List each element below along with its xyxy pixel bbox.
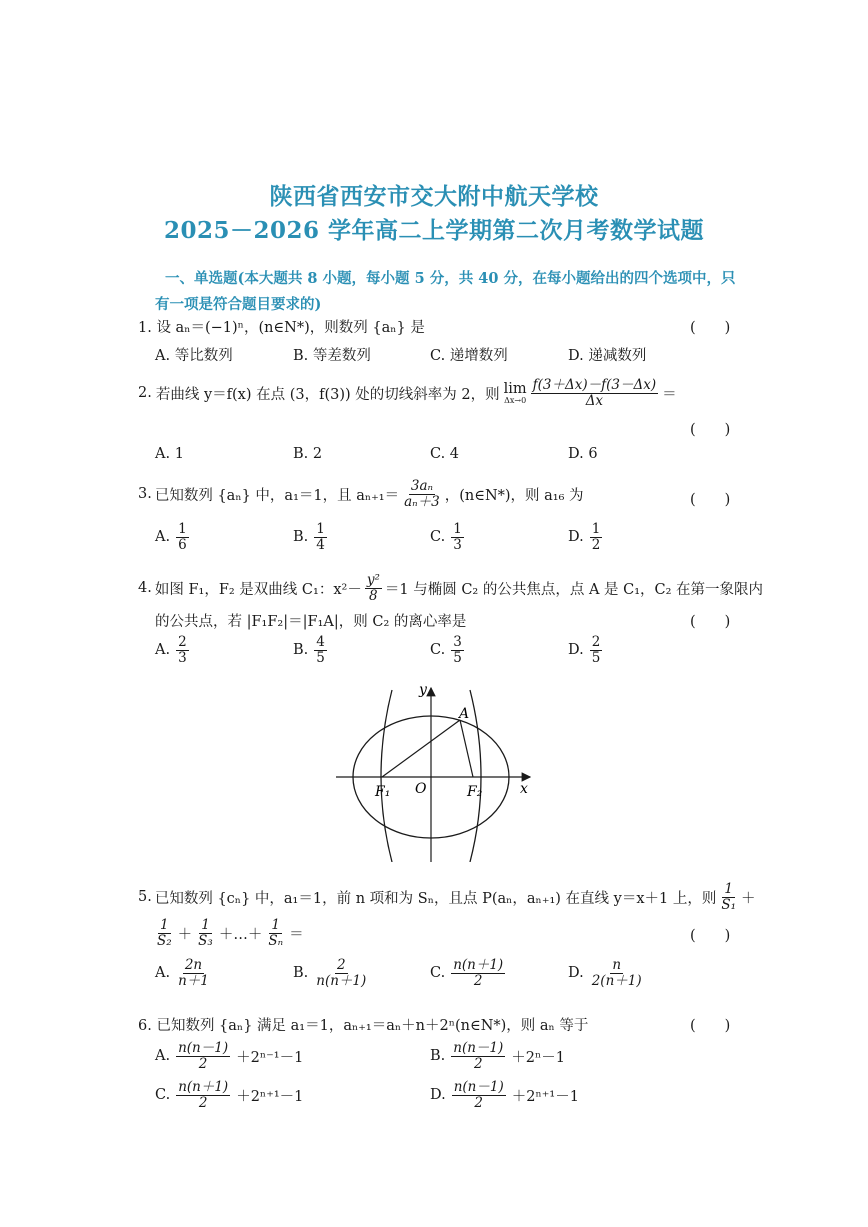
option-label: A. bbox=[155, 965, 171, 982]
option-a: A. 等比数列 bbox=[155, 348, 233, 364]
option-d: D. 递减数列 bbox=[568, 348, 647, 364]
limit bbox=[504, 382, 527, 405]
fraction-denominator: 2 bbox=[474, 1094, 484, 1111]
question-text: 若曲线 y＝f(x) 在点 (3，f(3)) 处的切线斜率为 2，则 bbox=[155, 386, 500, 403]
fraction-numerator: n(n＋1) bbox=[178, 1079, 229, 1095]
fraction-denominator: 4 bbox=[316, 536, 325, 553]
point-a-label: A bbox=[459, 706, 470, 722]
option-a: A. 1 bbox=[155, 446, 184, 462]
fraction-numerator: 2n bbox=[184, 957, 203, 973]
fraction-denominator: n＋1 bbox=[178, 972, 209, 989]
option-d bbox=[568, 635, 602, 666]
fraction-1-s1 bbox=[719, 882, 738, 913]
fraction-numerator: y² bbox=[366, 572, 380, 588]
equals-sign: ＝ bbox=[289, 926, 304, 943]
option-fraction bbox=[451, 1041, 505, 1072]
focus-f1-label: F₁ bbox=[375, 784, 391, 800]
fraction-numerator: n bbox=[612, 957, 622, 973]
fraction-1-s2 bbox=[155, 918, 174, 949]
answer-blank: ( ) bbox=[690, 928, 731, 944]
option-d bbox=[568, 522, 602, 553]
option-c bbox=[155, 1080, 303, 1111]
fraction-numerator: 1 bbox=[271, 917, 280, 933]
option-d bbox=[430, 1080, 579, 1111]
answer-blank: ( ) bbox=[690, 1018, 731, 1034]
option-a bbox=[155, 635, 189, 666]
limit-fraction bbox=[531, 378, 658, 409]
segment-f2-a bbox=[460, 720, 473, 777]
fraction-numerator: n(n－1) bbox=[453, 1079, 504, 1095]
y-axis-label: y bbox=[419, 682, 427, 698]
question-text: 设 aₙ＝(−1)ⁿ，(n∈N*)，则数列 {aₙ} 是 bbox=[156, 320, 425, 336]
question-text: 已知数列 {cₙ} 中，a₁＝1，前 n 项和为 Sₙ，且点 P(aₙ，aₙ₊₁) 在直线 y＝x＋1 上，则 bbox=[154, 890, 717, 907]
fraction-denominator: 3 bbox=[178, 649, 187, 666]
fraction-denominator: Δx bbox=[585, 392, 604, 409]
fraction-denominator: 2 bbox=[473, 1055, 483, 1072]
limit-subscript: Δx→0 bbox=[504, 395, 527, 405]
equals-sign: ＝ bbox=[662, 386, 677, 403]
option-fraction bbox=[176, 1080, 230, 1111]
option-b: B. 2 bbox=[293, 446, 323, 462]
fraction-numerator: 2 bbox=[178, 634, 187, 650]
option-label: B. bbox=[430, 1048, 446, 1065]
fraction-numerator: 1 bbox=[160, 917, 169, 933]
option-label: C. bbox=[430, 529, 446, 546]
question-text: 已知数列 {aₙ} 中，a₁＝1，且 aₙ₊₁＝ bbox=[154, 487, 400, 504]
option-b bbox=[293, 958, 368, 989]
option-label: D. bbox=[568, 529, 584, 546]
fraction-1-s3 bbox=[196, 918, 215, 949]
fraction-numerator: 2 bbox=[591, 634, 601, 650]
option-c bbox=[430, 635, 464, 666]
option-label: A. bbox=[155, 1048, 171, 1065]
fraction-numerator: f(3＋Δx)－f(3－Δx) bbox=[532, 377, 657, 393]
limit-label: lim bbox=[503, 381, 527, 398]
option-label: D. bbox=[568, 965, 584, 982]
fraction-denominator: Sₙ bbox=[268, 932, 284, 949]
question-2 bbox=[138, 378, 677, 409]
option-c: C. 4 bbox=[430, 446, 460, 462]
option-fraction bbox=[176, 635, 189, 666]
option-fraction bbox=[451, 958, 505, 989]
option-tail: ＋2ⁿ⁻¹－1 bbox=[236, 1049, 304, 1066]
option-d: D. 6 bbox=[568, 446, 598, 462]
fraction-denominator: 2 bbox=[591, 536, 601, 553]
question-number: 5. bbox=[138, 889, 152, 906]
fraction-numerator: 1 bbox=[724, 881, 733, 897]
option-fraction bbox=[176, 1041, 230, 1072]
option-a bbox=[155, 958, 211, 989]
answer-blank: ( ) bbox=[690, 422, 731, 438]
option-fraction bbox=[314, 958, 368, 989]
fraction-numerator: 1 bbox=[201, 917, 210, 933]
fraction-denominator: aₙ＋3 bbox=[404, 493, 440, 510]
ellipse-hyperbola-figure bbox=[330, 680, 540, 862]
fraction-numerator: 1 bbox=[453, 521, 462, 537]
question-5 bbox=[138, 882, 756, 913]
option-label: D. bbox=[568, 642, 584, 659]
segment-f1-a bbox=[382, 720, 460, 777]
question-text-tail: ＝1 与椭圆 C₂ 的公共焦点，点 A 是 C₁，C₂ 在第一象限内 bbox=[384, 581, 764, 598]
option-b bbox=[293, 635, 327, 666]
question-1 bbox=[138, 316, 425, 337]
recurrence-fraction bbox=[402, 479, 442, 510]
option-fraction bbox=[451, 635, 464, 666]
option-tail: ＋2ⁿ⁺¹－1 bbox=[236, 1088, 304, 1105]
question-number: 4. bbox=[138, 580, 152, 597]
question-text: 已知数列 {aₙ} 满足 a₁＝1，aₙ₊₁＝aₙ＋n＋2ⁿ(n∈N*)，则 aₙ 等于 bbox=[156, 1018, 589, 1034]
fraction-numerator: 1 bbox=[178, 521, 187, 537]
plus-sign: ＋ bbox=[177, 926, 193, 943]
section-heading: 一、单选题(本大题共 8 小题，每小题 5 分，共 40 分，在每小题给出的四个选项中，只有一项是符合题目要求的) bbox=[155, 270, 736, 313]
fraction-numerator: n(n－1) bbox=[453, 1040, 504, 1056]
fraction-numerator: 2 bbox=[336, 957, 346, 973]
option-fraction bbox=[590, 635, 603, 666]
option-a bbox=[155, 1041, 303, 1072]
hyperbola-fraction bbox=[365, 573, 382, 604]
option-d bbox=[568, 958, 644, 989]
option-label: C. bbox=[430, 642, 446, 659]
option-a bbox=[155, 522, 189, 553]
question-number: 3. bbox=[138, 486, 152, 503]
fraction-denominator: 2 bbox=[473, 972, 483, 989]
question-3 bbox=[138, 479, 584, 510]
option-fraction bbox=[176, 958, 211, 989]
answer-blank: ( ) bbox=[690, 320, 731, 336]
fraction-numerator: 1 bbox=[591, 521, 601, 537]
fraction-denominator: 3 bbox=[453, 536, 462, 553]
fraction-numerator: 3 bbox=[453, 634, 462, 650]
option-c bbox=[430, 522, 464, 553]
option-fraction bbox=[452, 1080, 506, 1111]
option-fraction bbox=[590, 522, 603, 553]
fraction-denominator: n(n＋1) bbox=[316, 972, 367, 989]
option-fraction bbox=[314, 635, 327, 666]
fraction-numerator: 3aₙ bbox=[410, 478, 433, 494]
fraction-denominator: 5 bbox=[453, 649, 462, 666]
answer-blank: ( ) bbox=[690, 614, 731, 630]
fraction-denominator: 6 bbox=[178, 536, 187, 553]
question-6 bbox=[138, 1014, 588, 1035]
question-number: 2. bbox=[138, 385, 152, 402]
option-label: D. bbox=[430, 1087, 446, 1104]
question-4-continued: 的公共点，若 |F₁F₂|＝|F₁A|，则 C₂ 的离心率是 bbox=[155, 614, 467, 630]
option-tail: ＋2ⁿ⁺¹－1 bbox=[511, 1088, 579, 1105]
option-fraction bbox=[314, 522, 327, 553]
question-4 bbox=[138, 573, 763, 604]
option-fraction bbox=[451, 522, 464, 553]
x-axis-label: x bbox=[520, 781, 528, 797]
fraction-numerator: n(n－1) bbox=[178, 1040, 229, 1056]
option-label: A. bbox=[155, 529, 171, 546]
option-fraction bbox=[176, 522, 189, 553]
option-b bbox=[430, 1041, 565, 1072]
question-number: 1. bbox=[138, 320, 152, 336]
option-label: B. bbox=[293, 965, 309, 982]
option-c: C. 递增数列 bbox=[430, 348, 508, 364]
option-b: B. 等差数列 bbox=[293, 348, 371, 364]
option-label: A. bbox=[155, 642, 171, 659]
fraction-denominator: S₁ bbox=[721, 896, 737, 913]
fraction-denominator: 8 bbox=[369, 587, 378, 604]
fraction-numerator: 1 bbox=[316, 521, 325, 537]
option-label: C. bbox=[155, 1087, 171, 1104]
option-fraction bbox=[590, 958, 644, 989]
question-text-tail: ，(n∈N*)，则 a₁₆ 为 bbox=[444, 487, 584, 504]
hyperbola-right-branch bbox=[470, 690, 481, 862]
page-title-school: 陕西省西安市交大附中航天学校 bbox=[269, 183, 599, 210]
fraction-denominator: 5 bbox=[316, 649, 325, 666]
ellipsis: ＋…＋ bbox=[218, 926, 263, 943]
option-label: B. bbox=[293, 642, 309, 659]
fraction-1-sn bbox=[266, 918, 285, 949]
fraction-denominator: 2 bbox=[198, 1055, 208, 1072]
option-label: B. bbox=[293, 529, 309, 546]
fraction-denominator: 2(n＋1) bbox=[591, 972, 642, 989]
option-tail: ＋2ⁿ－1 bbox=[511, 1049, 566, 1066]
option-b bbox=[293, 522, 327, 553]
focus-f2-label: F₂ bbox=[467, 784, 483, 800]
option-label: C. bbox=[430, 965, 446, 982]
question-number: 6. bbox=[138, 1018, 152, 1034]
fraction-denominator: 5 bbox=[591, 649, 601, 666]
option-c bbox=[430, 958, 505, 989]
plus-sign: ＋ bbox=[741, 890, 756, 907]
origin-label: O bbox=[415, 781, 427, 797]
question-5-continued bbox=[155, 918, 304, 949]
fraction-numerator: 4 bbox=[316, 634, 325, 650]
answer-blank: ( ) bbox=[690, 492, 731, 508]
question-text: 如图 F₁，F₂ 是双曲线 C₁：x²－ bbox=[154, 581, 362, 598]
fraction-numerator: n(n＋1) bbox=[453, 957, 504, 973]
fraction-denominator: S₂ bbox=[157, 932, 172, 949]
page-title-exam: 2025－2026 学年高二上学期第二次月考数学试题 bbox=[163, 217, 705, 244]
fraction-denominator: 2 bbox=[198, 1094, 208, 1111]
fraction-denominator: S₃ bbox=[198, 932, 213, 949]
